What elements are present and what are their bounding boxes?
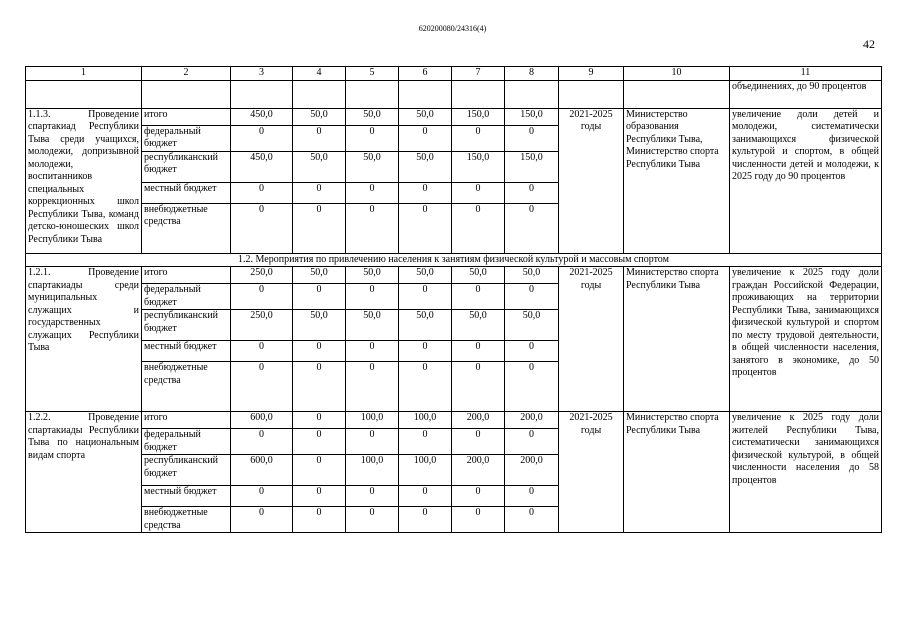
funding-source: итого [142,412,231,429]
funding-row [26,412,882,429]
funding-value: 50,0 [399,267,452,284]
funding-value: 0 [399,486,452,507]
funding-value: 0 [452,362,505,412]
funding-value: 50,0 [293,310,346,341]
funding-source: республиканский бюджет [142,455,231,486]
funding-value: 50,0 [346,310,399,341]
funding-value: 50,0 [505,267,559,284]
funding-value: 0 [399,507,452,533]
funding-value: 0 [293,455,346,486]
funding-source: республиканский бюджет [142,310,231,341]
funding-value: 100,0 [399,412,452,429]
funding-value: 0 [505,507,559,533]
funding-source: федеральный бюджет [142,429,231,455]
funding-value: 600,0 [231,412,293,429]
column-number: 4 [293,67,346,81]
funding-value: 0 [346,203,399,253]
funding-value: 0 [346,284,399,310]
funding-value: 0 [293,362,346,412]
funding-value: 150,0 [452,108,505,125]
funding-value: 0 [399,284,452,310]
funding-value: 50,0 [399,151,452,182]
funding-value: 0 [293,507,346,533]
column-number: 5 [346,67,399,81]
event-period: 2021-2025 годы [559,108,624,253]
column-number-row [26,67,882,81]
funding-value: 0 [399,125,452,151]
event-executor: Министерство спорта Республики Тыва [624,412,730,533]
funding-value: 0 [293,341,346,362]
funding-value: 150,0 [452,151,505,182]
funding-value: 0 [293,284,346,310]
funding-value: 0 [346,362,399,412]
funding-value: 0 [231,284,293,310]
column-number: 11 [730,67,882,81]
funding-value: 0 [452,486,505,507]
funding-value: 100,0 [399,455,452,486]
funding-value: 450,0 [231,108,293,125]
funding-value: 50,0 [399,310,452,341]
event-name: 1.1.3. Проведение спартакиад Республики Тыва среди учащихся, молодежи, допризывной молодежи, воспитанников специальных коррекционных школ Республики Тыва, команд детско-юношеских школ Республики Тыва [26,108,142,253]
funding-value: 50,0 [399,108,452,125]
document-id: 620200080/24316(4) [418,24,487,33]
page-number: 42 [863,37,875,51]
funding-value: 50,0 [505,310,559,341]
funding-value: 0 [231,125,293,151]
funding-value: 0 [505,362,559,412]
funding-value: 0 [452,203,505,253]
funding-value: 0 [231,507,293,533]
funding-source: внебюджетные средства [142,507,231,533]
funding-value: 50,0 [293,151,346,182]
column-number: 1 [26,67,142,81]
funding-value: 0 [293,203,346,253]
funding-value: 0 [346,429,399,455]
funding-value: 0 [399,182,452,203]
funding-value: 0 [346,486,399,507]
funding-value: 100,0 [346,455,399,486]
funding-value: 0 [505,284,559,310]
funding-value: 0 [505,341,559,362]
funding-row [26,267,882,284]
funding-value: 50,0 [293,267,346,284]
funding-value: 0 [231,486,293,507]
funding-value: 250,0 [231,310,293,341]
event-executor: Министерство спорта Республики Тыва [624,267,730,412]
funding-value: 0 [399,362,452,412]
funding-source: республиканский бюджет [142,151,231,182]
funding-value: 150,0 [505,151,559,182]
funding-source: внебюджетные средства [142,203,231,253]
column-number: 2 [142,67,231,81]
funding-source: итого [142,267,231,284]
funding-value: 50,0 [346,108,399,125]
funding-value: 0 [231,362,293,412]
funding-value: 0 [346,341,399,362]
event-result: увеличение к 2025 году доли граждан Российской Федерации, проживающих на территории Республики Тыва, занимающихся физической культурой и спортом по месту трудовой деятельности, в общей численности населения, занятого в экономике, до 50 процентов [730,267,882,412]
funding-value: 250,0 [231,267,293,284]
funding-value: 600,0 [231,455,293,486]
funding-value: 0 [231,203,293,253]
program-table [25,66,882,533]
funding-value: 0 [293,412,346,429]
funding-value: 100,0 [346,412,399,429]
funding-value: 0 [231,182,293,203]
event-name: 1.2.1. Проведение спартакиады среди муниципальных служащих и государственных служащих Республики Тыва [26,267,142,412]
column-number: 6 [399,67,452,81]
section-row [26,253,882,267]
funding-value: 200,0 [452,455,505,486]
funding-value: 0 [346,507,399,533]
event-result: увеличение доли детей и молодежи, систематически занимающихся физической культурой и спортом, в общей численности детей и молодежи, к 2025 году до 90 процентов [730,108,882,253]
funding-source: итого [142,108,231,125]
section-title: 1.2. Мероприятия по привлечению населения к занятиям физической культурой и массовым спортом [26,253,882,267]
column-number: 9 [559,67,624,81]
funding-value: 0 [505,486,559,507]
funding-value: 50,0 [452,310,505,341]
funding-source: местный бюджет [142,182,231,203]
column-number: 3 [231,67,293,81]
funding-value: 50,0 [293,108,346,125]
funding-value: 0 [505,182,559,203]
funding-value: 50,0 [452,267,505,284]
event-name: 1.2.2. Проведение спартакиады Республики Тыва по национальным видам спорта [26,412,142,533]
event-period: 2021-2025 годы [559,412,624,533]
funding-value: 0 [505,203,559,253]
event-executor: Министерство образования Республики Тыва, Министерство спорта Республики Тыва [624,108,730,253]
funding-value: 50,0 [346,267,399,284]
column-number: 8 [505,67,559,81]
funding-value: 0 [452,341,505,362]
funding-value: 0 [505,125,559,151]
funding-value: 450,0 [231,151,293,182]
funding-source: местный бюджет [142,486,231,507]
continuation-text: объединениях, до 90 процентов [730,80,882,108]
funding-source: федеральный бюджет [142,284,231,310]
column-number: 10 [624,67,730,81]
funding-source: местный бюджет [142,341,231,362]
event-period: 2021-2025 годы [559,267,624,412]
event-result: увеличение к 2025 году доли жителей Республики Тыва, систематически занимающихся физической культурой, в общей численности населения до 58 процентов [730,412,882,533]
continuation-row [26,80,882,108]
funding-value: 0 [452,125,505,151]
funding-value: 150,0 [505,108,559,125]
funding-value: 0 [452,429,505,455]
funding-value: 0 [399,341,452,362]
funding-value: 200,0 [505,455,559,486]
funding-value: 200,0 [452,412,505,429]
funding-value: 0 [293,125,346,151]
funding-value: 200,0 [505,412,559,429]
funding-value: 0 [399,203,452,253]
funding-value: 0 [346,182,399,203]
funding-value: 0 [452,182,505,203]
funding-row [26,108,882,125]
funding-value: 0 [346,125,399,151]
funding-value: 0 [505,429,559,455]
funding-value: 0 [293,182,346,203]
funding-value: 0 [231,429,293,455]
funding-source: внебюджетные средства [142,362,231,412]
funding-value: 0 [452,284,505,310]
funding-value: 0 [399,429,452,455]
funding-value: 0 [231,341,293,362]
funding-source: федеральный бюджет [142,125,231,151]
funding-value: 0 [293,429,346,455]
funding-value: 0 [293,486,346,507]
funding-value: 50,0 [346,151,399,182]
column-number: 7 [452,67,505,81]
funding-value: 0 [452,507,505,533]
